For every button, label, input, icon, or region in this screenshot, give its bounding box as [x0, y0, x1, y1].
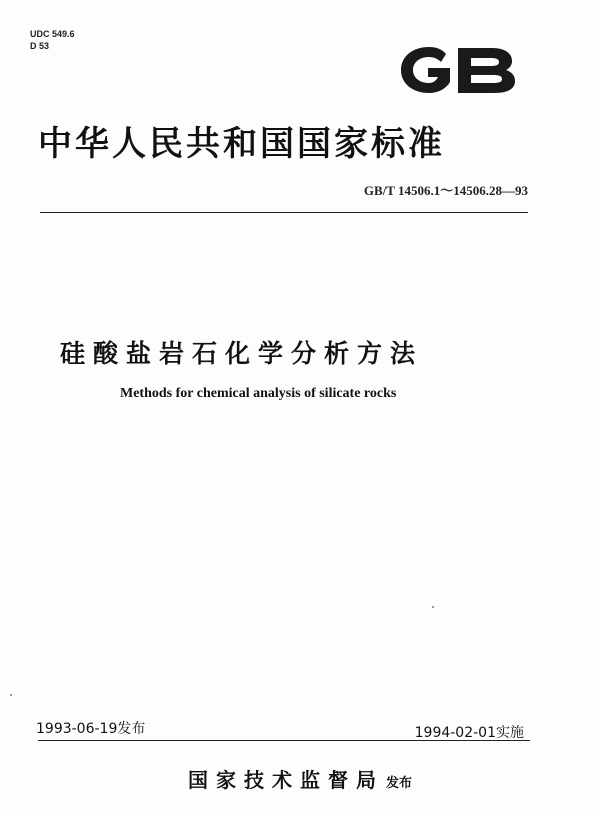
scan-speck	[10, 694, 12, 696]
country-standard-title: 中华人民共和国国家标准	[38, 124, 445, 164]
footer-divider	[38, 740, 530, 741]
standard-number: GB/T 14506.1～14506.28—93	[363, 183, 528, 198]
header-divider	[40, 212, 528, 213]
scan-speck	[432, 606, 434, 608]
document-title-chinese: 硅酸盐岩石化学分析方法	[60, 339, 424, 368]
implementation-date: 1994-02-01实施	[414, 725, 524, 741]
udc-code: UDC 549.6	[30, 29, 75, 39]
publisher-line	[0, 764, 600, 793]
issue-date: 1993-06-19发布	[36, 721, 146, 737]
ccs-code: D 53	[30, 41, 50, 51]
gb-logo-icon	[396, 44, 524, 96]
document-title-english: Methods for chemical analysis of silicate rocks	[120, 386, 397, 401]
udc-classification	[30, 28, 75, 52]
publisher-suffix: 发布	[385, 776, 412, 791]
publisher-name: 国家技术监督局	[187, 768, 384, 792]
